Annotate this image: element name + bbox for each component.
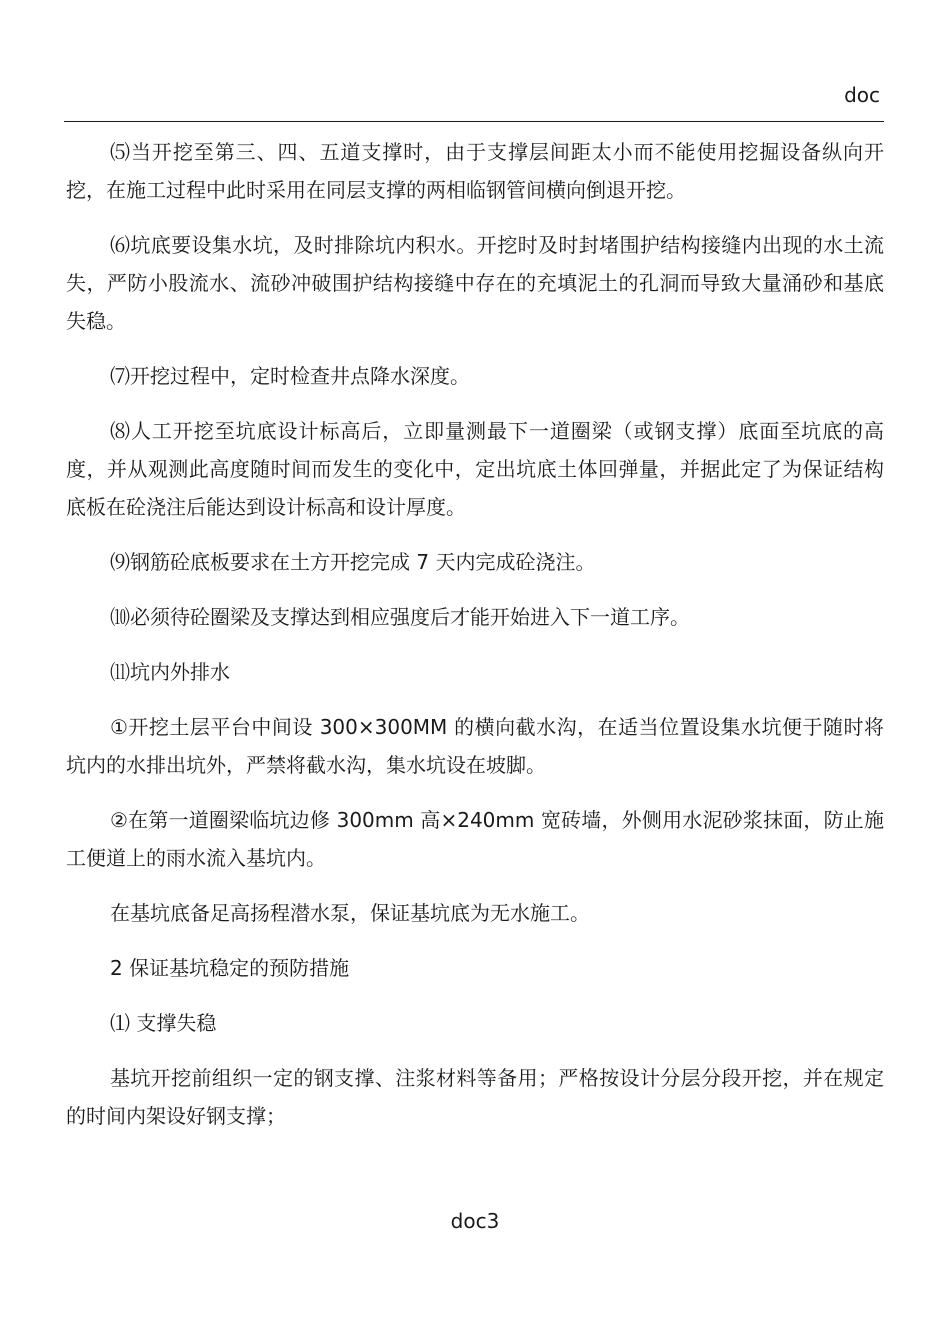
section-heading-2: 2 保证基坑稳定的预防措施 bbox=[110, 956, 350, 980]
paragraph-item-8: ⑻人工开挖至坑底设计标高后，立即量测最下一道圈梁（或钢支撑）底面至坑底的高度，并从观测此高度随时间而发生的变化中，定出坑底土体回弹量，并据此定了为保证结构底板在砼浇注后能达到设计标高和设计厚度。 bbox=[66, 419, 884, 519]
paragraph-item-5: ⑸当开挖至第三、四、五道支撑时，由于支撑层间距太小而不能使用挖掘设备纵向开挖，在施工过程中此时采用在同层支撑的两相临钢管间横向倒退开挖。 bbox=[66, 140, 884, 202]
paragraph-item-9: ⑼钢筋砼底板要求在土方开挖完成 7 天内完成砼浇注。 bbox=[110, 550, 596, 574]
paragraph-item-7: ⑺开挖过程中，定时检查井点降水深度。 bbox=[110, 364, 470, 388]
paragraph-item-6: ⑹坑底要设集水坑，及时排除坑内积水。开挖时及时封堵围护结构接缝内出现的水土流失，严防小股流水、流砂冲破围护结构接缝中存在的充填泥土的孔洞而导致大量涌砂和基底失稳。 bbox=[66, 233, 884, 333]
header-divider bbox=[64, 121, 884, 122]
page-footer: doc3 bbox=[450, 1209, 500, 1233]
subsection-heading-1: ⑴ 支撑失稳 bbox=[110, 1011, 217, 1035]
paragraph-subitem-2: ②在第一道圈梁临坑边修 300mm 高×240mm 宽砖墙，外侧用水泥砂浆抹面，防止施工便道上的雨水流入基坑内。 bbox=[66, 808, 884, 870]
paragraph-pump-note: 在基坑底备足高扬程潜水泵，保证基坑底为无水施工。 bbox=[110, 901, 590, 925]
paragraph-support-measures: 基坑开挖前组织一定的钢支撑、注浆材料等备用；严格按设计分层分段开挖，并在规定的时间内架设好钢支撑； bbox=[66, 1066, 884, 1128]
paragraph-subitem-1: ①开挖土层平台中间设 300×300MM 的横向截水沟，在适当位置设集水坑便于随时将坑内的水排出坑外，严禁将截水沟，集水坑设在坡脚。 bbox=[66, 715, 884, 777]
page-header: doc bbox=[844, 83, 880, 107]
paragraph-item-11-heading: ⑾坑内外排水 bbox=[110, 660, 230, 684]
paragraph-item-10: ⑽必须待砼圈梁及支撑达到相应强度后才能开始进入下一道工序。 bbox=[110, 605, 690, 629]
document-body bbox=[66, 133, 884, 1152]
